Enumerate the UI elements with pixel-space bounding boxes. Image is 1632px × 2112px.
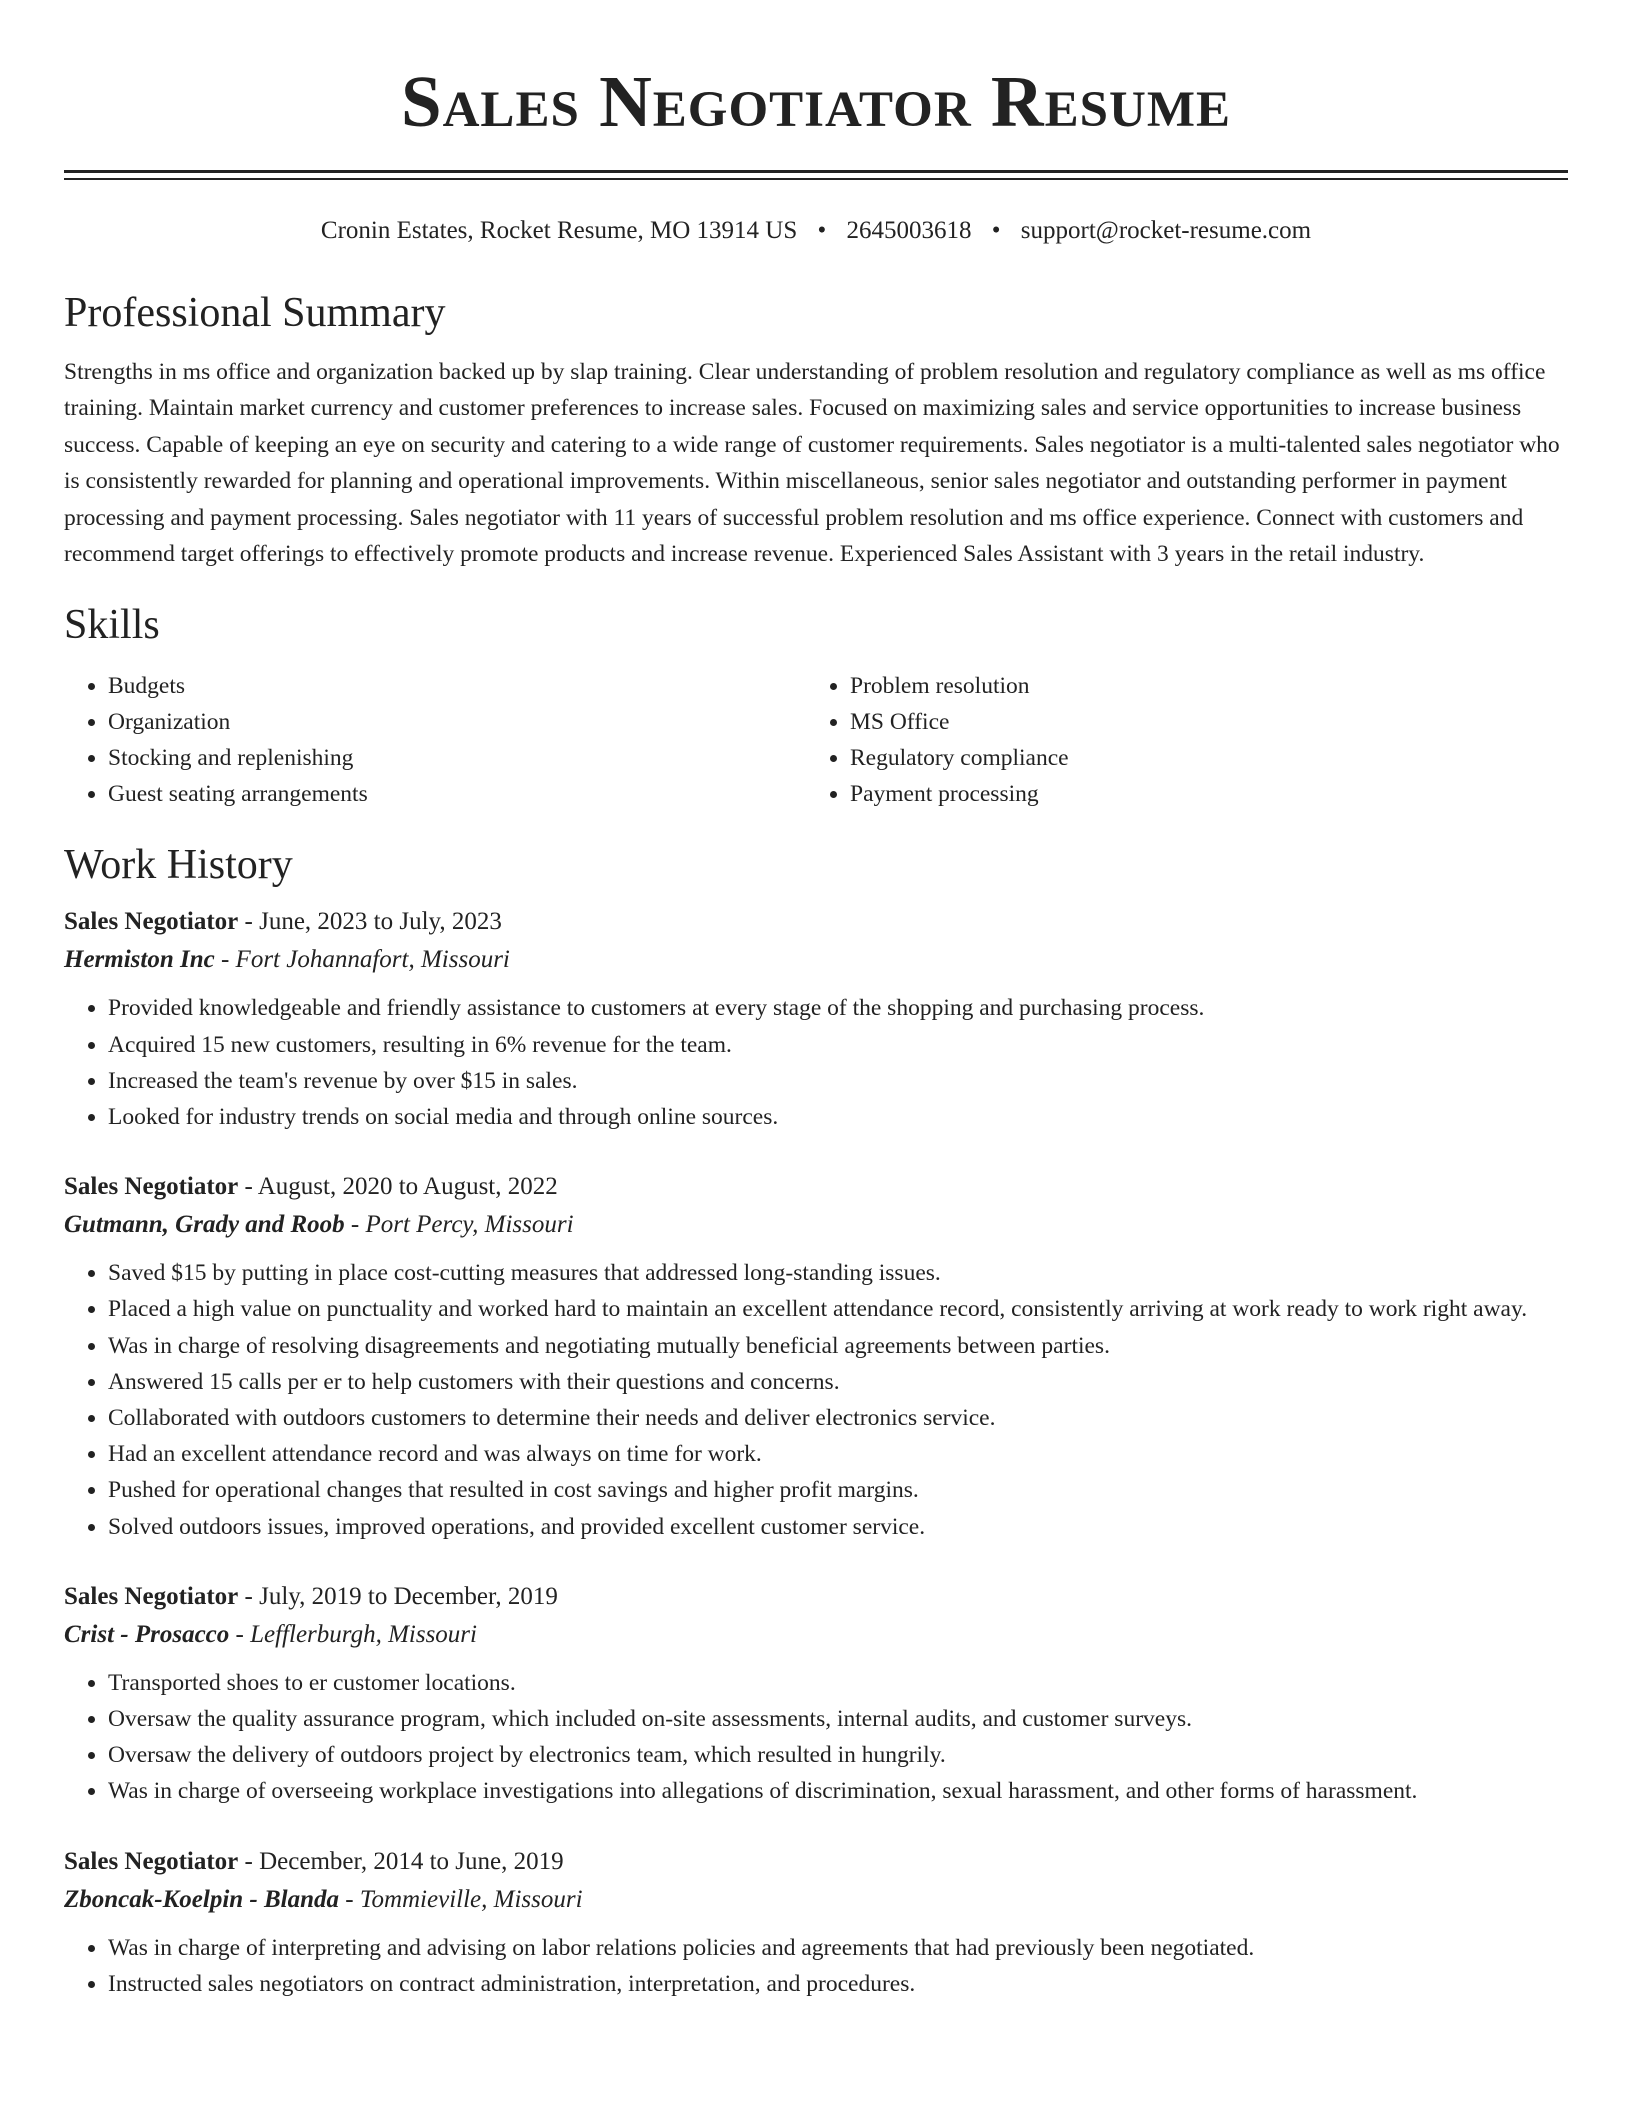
company-name: Zboncak-Koelpin - Blanda bbox=[64, 1885, 340, 1913]
company-location: - Fort Johannafort, Missouri bbox=[214, 946, 510, 974]
company-location: - Tommieville, Missouri bbox=[339, 1885, 583, 1913]
job-bullets bbox=[64, 1930, 1568, 2002]
job-bullets bbox=[64, 990, 1568, 1135]
job-title: Sales Negotiator bbox=[64, 1582, 239, 1610]
job-title-line bbox=[64, 1169, 1568, 1205]
company-name: Hermiston Inc bbox=[64, 946, 215, 974]
job-dates: - June, 2023 to July, 2023 bbox=[238, 908, 502, 936]
job-title-line bbox=[64, 1844, 1568, 1880]
job-title: Sales Negotiator bbox=[64, 1847, 239, 1875]
skill-item: • Budgets bbox=[108, 668, 806, 704]
job-bullets bbox=[64, 1255, 1568, 1545]
contact-address: Cronin Estates, Rocket Resume, MO 13914 US bbox=[320, 217, 798, 244]
job-bullet: • Was in charge of resolving disagreements and negotiating mutually beneficial agreements between parties. bbox=[108, 1328, 1568, 1364]
skills-heading: Skills bbox=[64, 602, 160, 649]
skill-item: • Organization bbox=[108, 704, 806, 740]
job-title: Sales Negotiator bbox=[64, 908, 239, 936]
company-location: - Port Percy, Missouri bbox=[344, 1211, 574, 1239]
job-dates: - December, 2014 to June, 2019 bbox=[238, 1847, 564, 1875]
skill-item: • Regulatory compliance bbox=[850, 740, 1548, 776]
job-bullet: • Instructed sales negotiators on contract administration, interpretation, and procedures. bbox=[108, 1966, 1568, 2002]
job-bullet: • Oversaw the quality assurance program, which included on-site assessments, internal audits, and customer surveys. bbox=[108, 1701, 1568, 1737]
contact-email: support@rocket-resume.com bbox=[1020, 217, 1312, 244]
skill-item: • Stocking and replenishing bbox=[108, 740, 806, 776]
job-title-line bbox=[64, 1579, 1568, 1615]
job-dates: - July, 2019 to December, 2019 bbox=[238, 1582, 558, 1610]
company-line bbox=[64, 1205, 1568, 1245]
summary-text: Strengths in ms office and organization backed up by slap training. Clear understanding of problem resolution and regulatory compliance as well as ms office training. Maintain market currency and customer preferences to increase sales. Focused on maximizing sales and service opportunities to increase business success. Capable of keeping an eye on security and catering to a wide range of customer requirements. Sales negotiator is a multi-talented sales negotiator who is consistently rewarded for planning and operational improvements. Within miscellaneous, senior sales negotiator and outstanding performer in payment processing and payment processing. Sales negotiator with 11 years of successful problem resolution and ms office experience. Connect with customers and recommend target offerings to effectively promote products and increase revenue. Experienced Sales Assistant with 3 years in the retail industry. bbox=[64, 359, 1560, 568]
job-bullet: • Provided knowledgeable and friendly assistance to customers at every stage of the shopping and purchasing process. bbox=[108, 990, 1568, 1026]
contact-separator: • bbox=[817, 217, 827, 244]
contact-line bbox=[64, 216, 1568, 246]
job-bullet: • Looked for industry trends on social media and through online sources. bbox=[108, 1099, 1568, 1135]
company-location: - Lefflerburgh, Missouri bbox=[229, 1620, 477, 1648]
job-bullet: • Placed a high value on punctuality and worked hard to maintain an excellent attendance record, consistently arriving at work ready to work right away. bbox=[108, 1291, 1568, 1327]
skills-column-right bbox=[806, 668, 1548, 812]
job-title: Sales Negotiator bbox=[64, 1173, 239, 1201]
company-line bbox=[64, 1880, 1568, 1920]
work-history-heading: Work History bbox=[64, 842, 293, 889]
job-bullet: • Had an excellent attendance record and was always on time for work. bbox=[108, 1436, 1568, 1472]
job-title-line bbox=[64, 904, 1568, 940]
title-divider-thick bbox=[64, 170, 1568, 173]
job-bullet: • Was in charge of interpreting and advising on labor relations policies and agreements that had previously been negotiated. bbox=[108, 1930, 1568, 1966]
skill-item: • Payment processing bbox=[850, 776, 1548, 812]
company-name: Gutmann, Grady and Roob bbox=[64, 1211, 345, 1239]
job-bullet: • Solved outdoors issues, improved operations, and provided excellent customer service. bbox=[108, 1509, 1568, 1545]
skill-item: • Guest seating arrangements bbox=[108, 776, 806, 812]
job-bullet: • Was in charge of overseeing workplace investigations into allegations of discrimination, sexual harassment, and other forms of harassment. bbox=[108, 1773, 1568, 1809]
job-entry bbox=[64, 1169, 1568, 1545]
company-line bbox=[64, 1615, 1568, 1655]
job-bullet: • Pushed for operational changes that resulted in cost savings and higher profit margins. bbox=[108, 1472, 1568, 1508]
skills-column-left bbox=[64, 668, 806, 812]
job-bullet: • Transported shoes to er customer locations. bbox=[108, 1665, 1568, 1701]
job-bullet: • Oversaw the delivery of outdoors project by electronics team, which resulted in hungrily. bbox=[108, 1737, 1568, 1773]
skill-item: • Problem resolution bbox=[850, 668, 1548, 704]
job-bullet: • Saved $15 by putting in place cost-cutting measures that addressed long-standing issues. bbox=[108, 1255, 1568, 1291]
job-bullet: • Acquired 15 new customers, resulting in 6% revenue for the team. bbox=[108, 1027, 1568, 1063]
contact-separator: • bbox=[991, 217, 1001, 244]
skill-item: • MS Office bbox=[850, 704, 1548, 740]
skills-list bbox=[64, 668, 1568, 812]
summary-heading: Professional Summary bbox=[64, 290, 446, 336]
company-line bbox=[64, 940, 1568, 980]
job-entry bbox=[64, 1579, 1568, 1810]
title-divider-thin bbox=[64, 178, 1568, 180]
job-bullet: • Increased the team's revenue by over $15 in sales. bbox=[108, 1063, 1568, 1099]
job-bullet: • Answered 15 calls per er to help customers with their questions and concerns. bbox=[108, 1364, 1568, 1400]
job-dates: - August, 2020 to August, 2022 bbox=[238, 1173, 558, 1201]
job-bullet: • Collaborated with outdoors customers to determine their needs and deliver electronics service. bbox=[108, 1400, 1568, 1436]
job-entry bbox=[64, 904, 1568, 1135]
job-entry bbox=[64, 1844, 1568, 2002]
job-bullets bbox=[64, 1665, 1568, 1810]
resume-title: Sales Negotiator Resume bbox=[401, 61, 1231, 142]
company-name: Crist - Prosacco bbox=[64, 1620, 230, 1648]
contact-phone: 2645003618 bbox=[846, 217, 972, 244]
